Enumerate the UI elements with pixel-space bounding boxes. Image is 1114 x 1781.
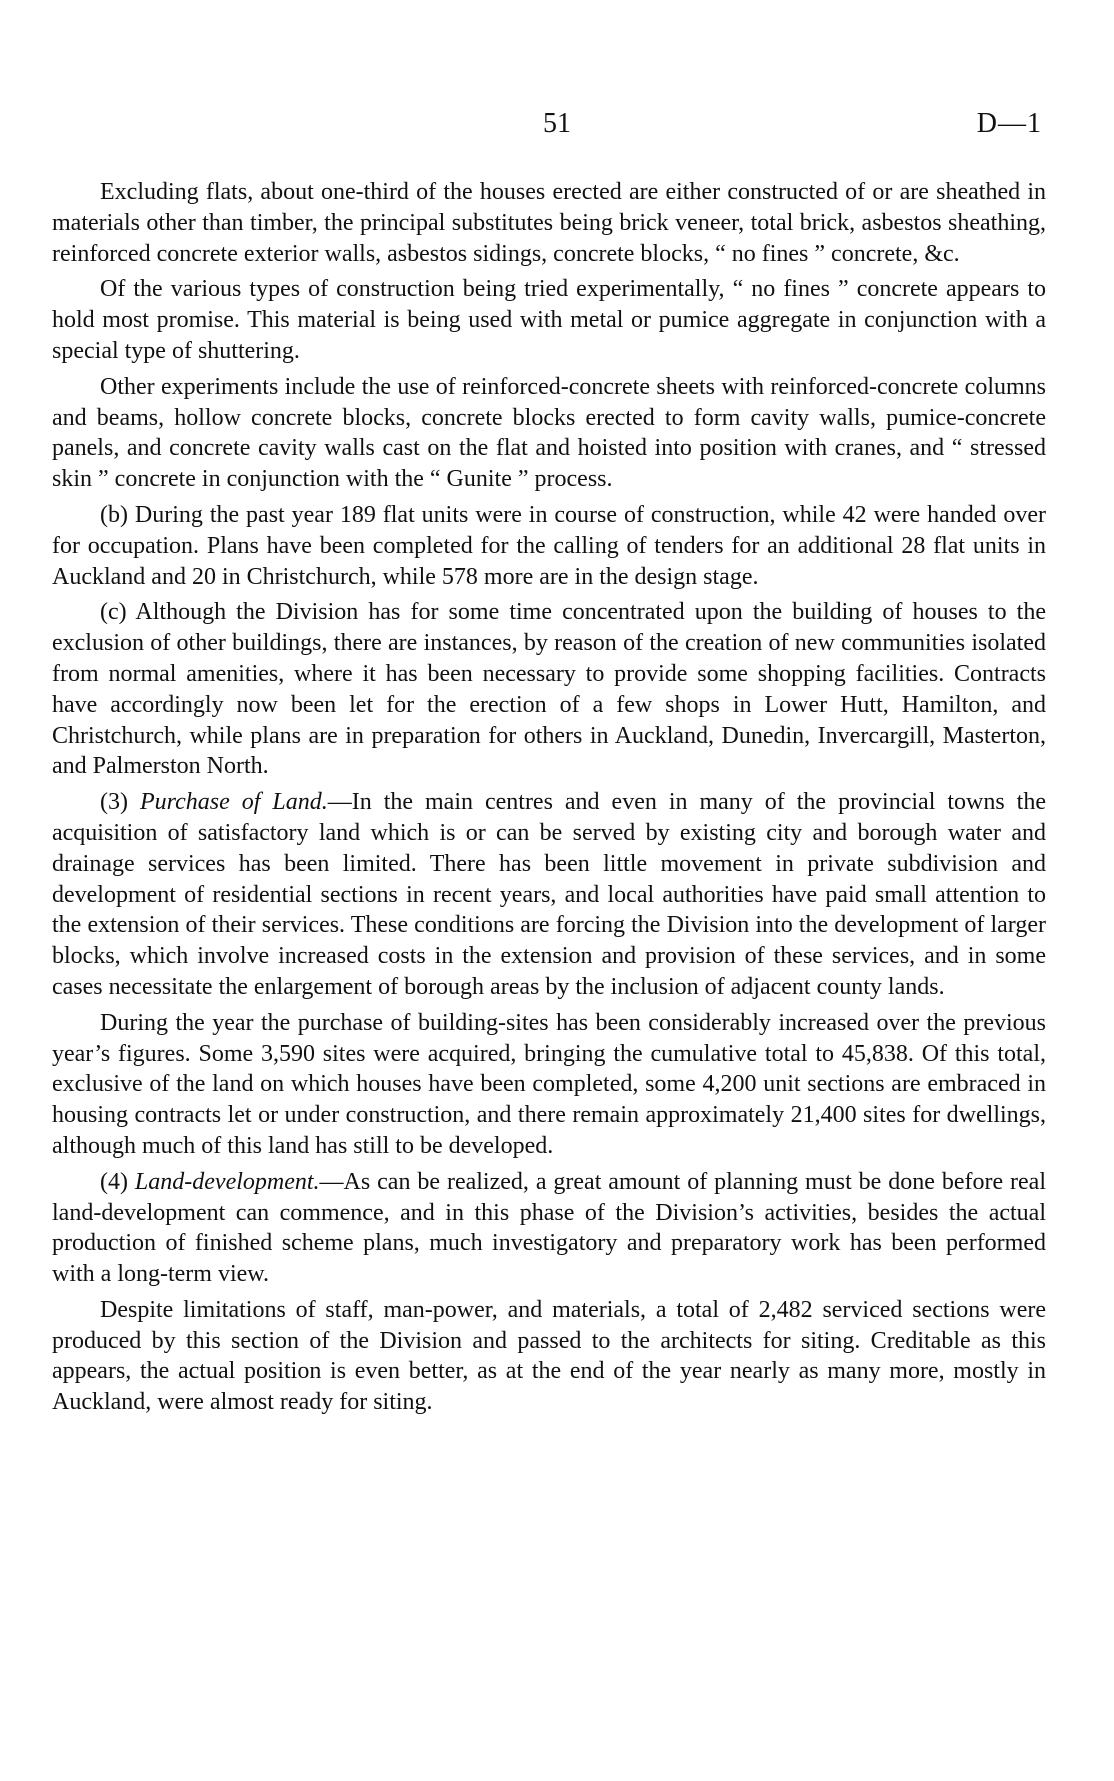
- paragraph-text: Other experiments include the use of reinforced-concrete sheets with reinforced-concrete columns and beams, hollow concrete blocks, concrete blocks erected to form cavity walls, pumice-concrete panels, and concrete cavity walls cast on the flat and hoisted into position with cranes, and “ stressed skin ” concrete in conjunction with the “ Gunite ” process.: [52, 373, 1046, 493]
- paragraph-text: Despite limitations of staff, man-power, and materials, a total of 2,482 serviced sections were produced by this section of the Division and passed to the architects for siting. Creditable as this appears, the actual position is even better, as at the end of the year nearly as many more, mostly in Auckland, were almost ready for siting.: [52, 1296, 1046, 1416]
- section-heading: Purchase of Land.: [139, 789, 328, 816]
- paragraph-text: Of the various types of construction being tried experimentally, “ no fines ” concrete appears to hold most promise. This material is being used with metal or pumice aggregate in conjunction with a special type of shuttering.: [52, 276, 1046, 364]
- section-heading: Land-development.: [134, 1168, 320, 1195]
- paragraph-shopping-facilities: [52, 597, 1046, 782]
- paragraph-text: Excluding flats, about one-third of the houses erected are either constructed of or are sheathed in materials other than timber, the principal substitutes being brick veneer, total brick, asbestos sheathing, reinforced concrete exterior walls, asbestos sidings, concrete blocks, “ no fines ” concrete, &c.: [52, 179, 1046, 267]
- paragraph-text: —As can be realized, a great amount of planning must be done before real land-development can commence, and in this phase of the Division’s activities, besides the actual production of finished scheme plans, much investigatory and preparatory work has been performed with a long-term view.: [52, 1168, 1047, 1288]
- page-header: [0, 108, 1114, 148]
- paragraph-other-experiments: [52, 372, 1046, 495]
- paragraph-materials: [52, 177, 1046, 269]
- paragraph-text: —In the main centres and even in many of the provincial towns the acquisition of satisfactory land which is or can be served by existing city and borough water and drainage services has been limited. There has been little movement in private subdivision and development of residential sections in recent years, and local authorities have paid small attention to the extension of their services. These conditions are forcing the Division into the development of larger blocks, which involve increased costs in the extension and provision of these services, and in some cases necessitate the enlargement of borough areas by the inclusion of adjacent county lands.: [52, 789, 1046, 1000]
- paragraph-text: Although the Division has for some time concentrated upon the building of houses to the exclusion of other buildings, there are instances, by reason of the creation of new communities isolated from normal amenities, where it has been necessary to provide some shopping facilities. Contracts have accordingly now been let for the erection of a few shops in Lower Hutt, Hamilton, and Christchurch, while plans are in preparation for others in Auckland, Dunedin, Invercargill, Masterton, and Palmerston North.: [52, 599, 1046, 780]
- paragraph-lead: (c): [100, 599, 127, 626]
- page-number: 51: [543, 108, 571, 139]
- section-number: (4): [100, 1168, 135, 1195]
- paragraph-flat-units: [52, 500, 1046, 592]
- paragraph-purchase-of-land: [52, 787, 1046, 1003]
- paragraph-building-sites: [52, 1008, 1046, 1162]
- paragraph-text: During the past year 189 flat units were in course of construction, while 42 were handed over for occupation. Plans have been completed for the calling of tenders for an additional 28 flat units in Auckland and 20 in Christchurch, while 578 more are in the design stage.: [52, 501, 1046, 590]
- paragraph-land-development: [52, 1167, 1046, 1290]
- paragraph-no-fines-concrete: [52, 274, 1046, 366]
- paragraph-serviced-sections: [52, 1295, 1046, 1418]
- section-number: (3): [100, 789, 140, 816]
- paragraph-lead: (b): [100, 501, 128, 528]
- document-code: D—1: [976, 108, 1042, 139]
- paragraph-text: During the year the purchase of building-sites has been considerably increased over the previous year’s figures. Some 3,590 sites were acquired, bringing the cumulative total to 45,838. Of this total, exclusive of the land on which houses have been completed, some 4,200 unit sections are embraced in housing contracts let or under construction, and there remain approximately 21,400 sites for dwellings, although much of this land has still to be developed.: [52, 1009, 1046, 1159]
- body-text: [52, 177, 1046, 1418]
